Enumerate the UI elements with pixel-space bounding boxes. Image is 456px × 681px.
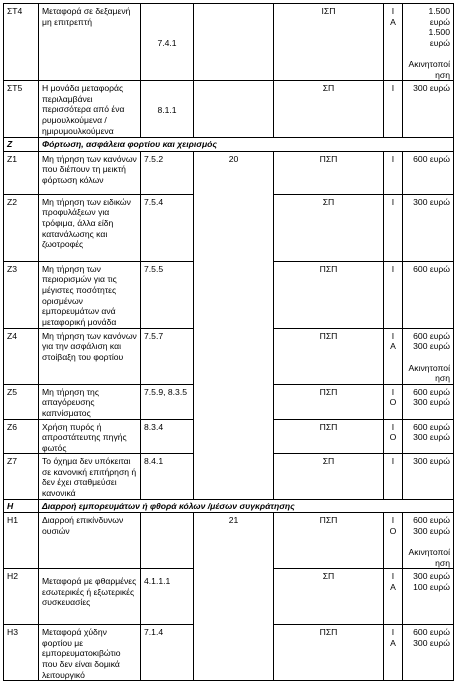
row-responsible: ΠΣΠ [274, 625, 384, 681]
row-description: Μη τήρηση των ειδικών προφυλάξεων για τρόφιμα, άλλα είδη κατανάλωσης και ζωοτροφές [39, 194, 141, 261]
row-penalty: 600 ευρώ [403, 151, 454, 194]
table-row [4, 4, 454, 81]
section-title: Φόρτωση, ασφάλεια φορτίου και χειρισμός [39, 138, 454, 152]
row-reference: 8.4.1 [141, 454, 194, 499]
row-responsible: ΠΣΠ [274, 513, 384, 569]
row-category: Ι Α [384, 4, 403, 81]
row-code: Ζ3 [4, 261, 39, 328]
row-category: Ι [384, 261, 403, 328]
row-code: Ζ2 [4, 194, 39, 261]
table-row [4, 151, 454, 194]
row-reference: 7.5.2 [141, 151, 194, 194]
row-code: Ζ5 [4, 384, 39, 419]
row-category: Ι Α [384, 625, 403, 681]
row-penalty: 600 ευρώ 300 ευρώ Ακινητοποίηση [403, 513, 454, 569]
row-code: ΣΤ4 [4, 4, 39, 81]
merged-group-value: 20 [194, 151, 274, 499]
row-responsible: ΠΣΠ [274, 261, 384, 328]
row-reference: 7.5.9, 8.3.5 [141, 384, 194, 419]
row-responsible: ΠΣΠ [274, 151, 384, 194]
row-code: Ζ4 [4, 328, 39, 384]
infringements-table [3, 3, 454, 681]
section-code: Η [4, 499, 39, 513]
row-reference: 4.1.1.1 [141, 569, 194, 625]
row-description: Μεταφορά με φθαρμένες εσωτερικές ή εξωτερικές συσκευασίες [39, 569, 141, 625]
row-penalty: 600 ευρώ 300 ευρώ [403, 419, 454, 454]
row-description: Χρήση πυρός ή απροστάτευτης πηγής φωτός [39, 419, 141, 454]
merged-group-value: 21 [194, 513, 274, 681]
row-reference [141, 513, 194, 569]
row-category: Ι [384, 81, 403, 138]
row-responsible: ΠΣΠ [274, 384, 384, 419]
row-code: Ζ6 [4, 419, 39, 454]
row-description: Μη τήρηση της απαγόρευσης καπνίσματος [39, 384, 141, 419]
section-title: Διαρροή εμπορευμάτων ή φθορά κόλων /μέσων συγκράτησης [39, 499, 454, 513]
row-responsible: ΠΣΠ [274, 419, 384, 454]
row-responsible: ΣΠ [274, 454, 384, 499]
row-code: ΣΤ5 [4, 81, 39, 138]
row-responsible: ΣΠ [274, 194, 384, 261]
section-row [4, 138, 454, 152]
row-code: Η3 [4, 625, 39, 681]
row-description: Μη τήρηση των κανόνων για την ασφάλιση και στοίβαξη του φορτίου [39, 328, 141, 384]
row-responsible: ΣΠ [274, 569, 384, 625]
row-penalty: 600 ευρώ 300 ευρώ [403, 384, 454, 419]
row-penalty: 600 ευρώ 300 ευρώ Ακινητοποίηση [403, 328, 454, 384]
row-code: Η1 [4, 513, 39, 569]
section-code: Ζ [4, 138, 39, 152]
table-row [4, 513, 454, 569]
row-reference: 7.5.7 [141, 328, 194, 384]
row-code: Ζ7 [4, 454, 39, 499]
row-responsible: ΣΠ [274, 81, 384, 138]
row-reference: 7.5.4 [141, 194, 194, 261]
section-row [4, 499, 454, 513]
row-penalty: 300 ευρώ [403, 454, 454, 499]
row-description: Μεταφορά σε δεξαμενή μη επιτρεπτή [39, 4, 141, 81]
row-description: Μεταφορά χύδην φορτίου με εμπορευματοκιβώτιο που δεν είναι δομικά λειτουργικό [39, 625, 141, 681]
row-category: Ι Ο [384, 419, 403, 454]
row-reference: 7.1.4 [141, 625, 194, 681]
row-description: Διαρροή επικίνδυνων ουσιών [39, 513, 141, 569]
row-responsible: ΙΣΠ [274, 4, 384, 81]
row-reference: 8.3.4 [141, 419, 194, 454]
row-empty-cell [194, 81, 274, 138]
row-penalty: 1.500 ευρώ 1.500 ευρώ Ακινητοποίηση [403, 4, 454, 81]
row-category: Ι Α [384, 569, 403, 625]
row-reference: 8.1.1 [141, 81, 194, 138]
row-code: Ζ1 [4, 151, 39, 194]
row-category: Ι [384, 454, 403, 499]
row-description: Μη τήρηση των περιορισμών για τις μέγιστες ποσότητες ορισμένων εμπορευμάτων ανά μεταφορική μονάδα [39, 261, 141, 328]
row-category: Ι Ο [384, 513, 403, 569]
row-reference: 7.4.1 [141, 4, 194, 81]
row-penalty: 300 ευρώ 100 ευρώ [403, 569, 454, 625]
row-description: Η μονάδα μεταφοράς περιλαμβάνει περισσότερα από ένα ρυμουλκούμενα / ημιρυμουλκούμενα [39, 81, 141, 138]
row-category: Ι Α [384, 328, 403, 384]
row-description: Μη τήρηση των κανόνων που διέπουν τη μεικτή φόρτωση κόλων [39, 151, 141, 194]
row-penalty: 300 ευρώ [403, 81, 454, 138]
row-description: Το όχημα δεν υπόκειται σε κανονική επιτήρηση ή δεν έχει σταθμεύσει κανονικά [39, 454, 141, 499]
row-responsible: ΠΣΠ [274, 328, 384, 384]
row-penalty: 600 ευρώ [403, 261, 454, 328]
row-category: Ι [384, 151, 403, 194]
row-category: Ι Ο [384, 384, 403, 419]
table-row [4, 81, 454, 138]
row-category: Ι [384, 194, 403, 261]
row-penalty: 300 ευρώ [403, 194, 454, 261]
row-penalty: 600 ευρώ 300 ευρώ [403, 625, 454, 681]
row-reference: 7.5.5 [141, 261, 194, 328]
row-code: Η2 [4, 569, 39, 625]
row-empty-cell [194, 4, 274, 81]
